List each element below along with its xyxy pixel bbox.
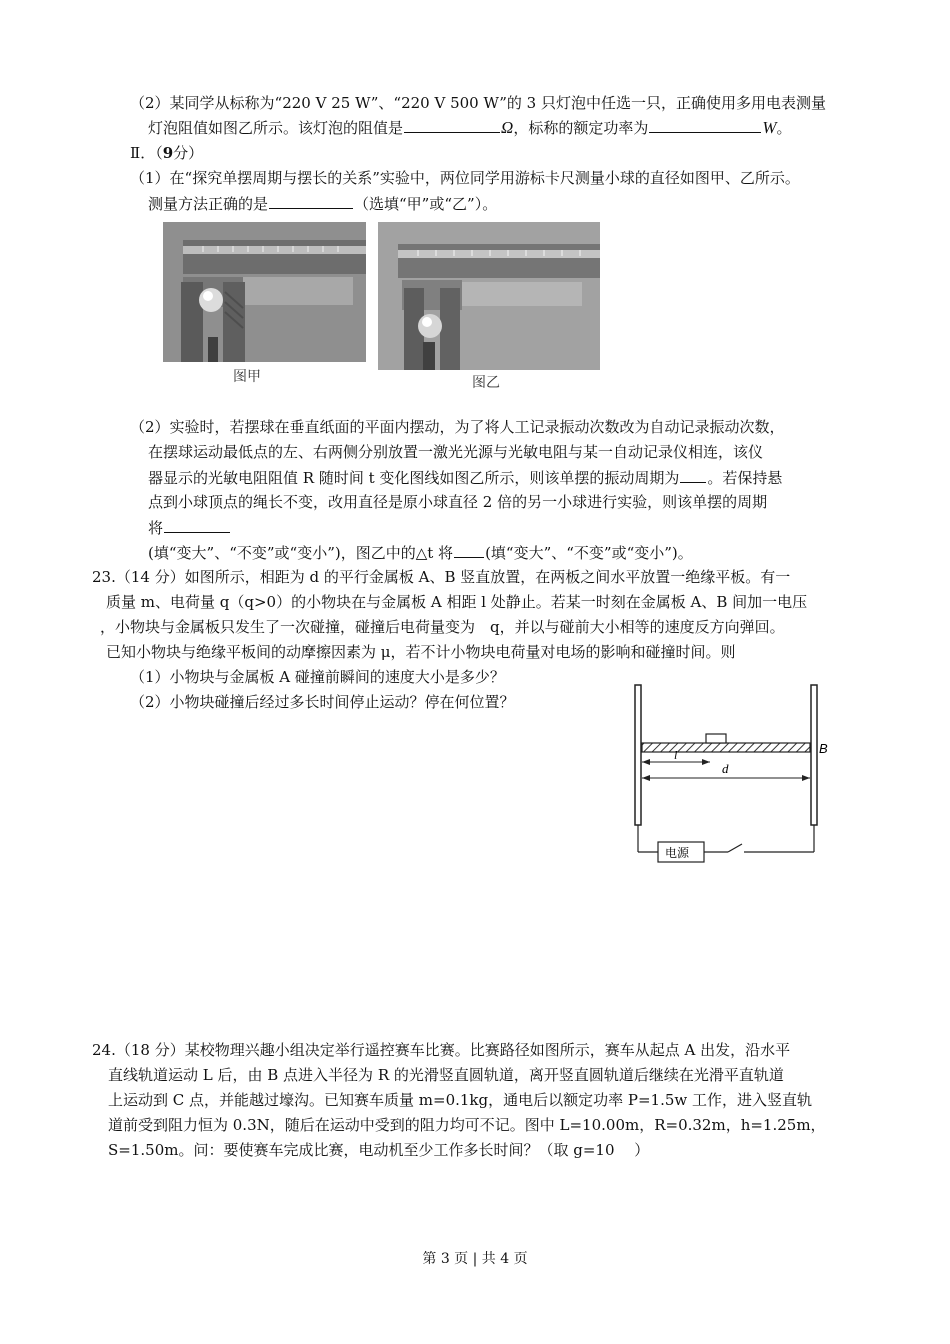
label-d: d (722, 761, 729, 776)
figure-yi-caption: 图乙 (472, 375, 500, 391)
q22-2-part2-line3 (148, 466, 782, 489)
watt-unit: W (762, 118, 777, 137)
small-block (706, 734, 726, 743)
q22-2-part1-line1: （1）在“探究单摆周期与摆长的关系”实验中，两位同学用游标卡尺测量小球的直径如图甲、乙所示。 (130, 169, 800, 187)
answer-blank-resistance[interactable] (404, 116, 500, 133)
answer-blank-power[interactable] (649, 116, 761, 133)
q24-line4: 道前受到阻力恒为 0.3N，随后在运动中受到的阻力均可不记。图中 L=10.00m，R=0.32m，h=1.25m， (108, 1116, 826, 1134)
q22-2-part2-line4: 点到小球顶点的绳长不变，改用直径是原小球直径 2 倍的另一小球进行实验，则该单摆的周期 (148, 493, 768, 511)
label-l: l (674, 748, 678, 762)
figure-jia-caption: 图甲 (233, 369, 261, 385)
q22-2-heading-num: Ⅱ．（ (130, 144, 163, 162)
ohm-unit: Ω (501, 118, 514, 137)
caliper-yi-drawing (378, 222, 600, 370)
q22-1-text-a: 灯泡阻值如图乙所示。该灯泡的阻值是 (148, 119, 404, 137)
q24-line1: 24.（18 分）某校物理兴趣小组决定举行遥控赛车比赛。比赛路径如图所示，赛车从起点 A 出发，沿水平 (92, 1041, 791, 1059)
q23-line3: ，小物块与金属板只发生了一次碰撞，碰撞后电荷量变为 q，并以与碰前大小相等的速度反方向弹回。 (100, 618, 785, 636)
metal-plate-b (811, 685, 817, 825)
q22-2-part2-text-d: (填“变大”、“不变”或“变小”)。 (485, 544, 693, 562)
page-footer: 第 3 页 | 共 4 页 (422, 1251, 528, 1267)
insulating-board (642, 743, 810, 752)
caliper-photo-jia (163, 222, 366, 362)
q22-2-part2-line5 (148, 516, 231, 539)
answer-blank-delta-t[interactable] (454, 541, 484, 558)
q22-2-heading (130, 142, 203, 164)
q24-line2: 直线轨道运动 L 后，由 B 点进入半径为 R 的光滑竖直圆轨道，离开竖直圆轨道后继续在光滑平直轨道 (108, 1066, 784, 1084)
q23-sub1: （1）小物块与金属板 A 碰撞前瞬间的速度大小是多少？ (130, 668, 505, 686)
q23-line2: 质量 m、电荷量 q（q>0）的小物块在与金属板 A 相距 l 处静止。若某一时刻在金属板 A、B 间加一电压 (106, 593, 808, 611)
q22-2-part2-text-jiang: 将 (148, 519, 164, 537)
q22-2-part2-line6 (148, 541, 693, 564)
q22-2-heading-score: 9 (162, 144, 174, 162)
label-b: B (819, 741, 828, 756)
q22-2-part2-text-b: 。若保持悬 (707, 469, 783, 487)
q22-2-part1-text-b: （选填“甲”或“乙”）。 (354, 195, 498, 213)
q22-1-part2-line1: （2）某同学从标称为“220 V 25 W”、“220 V 500 W”的 3 只灯泡中任选一只，正确使用多用电表测量 (130, 94, 826, 112)
q23-line1: 23.（14 分）如图所示，相距为 d 的平行金属板 A、B 竖直放置，在两板之间水平放置一绝缘平板。有一 (92, 568, 791, 586)
q22-2-part2-text-a: 器显示的光敏电阻阻值 R 随时间 t 变化图线如图乙所示，则该单摆的振动周期为 (148, 469, 680, 487)
caliper-jia-drawing (163, 222, 366, 362)
q22-2-part2-text-c: (填“变大”、“不变”或“变小”)，图乙中的△t 将 (148, 544, 454, 562)
q22-2-part2-line2: 在摆球运动最低点的左、右两侧分别放置一激光光源与光敏电阻与某一自动记录仪相连，该仪 (148, 443, 764, 461)
q24-line3: 上运动到 C 点，并能越过壕沟。已知赛车质量 m=0.1kg，通电后以额定功率 P=1.5w 工作，进入竖直轨 (108, 1091, 813, 1109)
caliper-photo-yi (378, 222, 600, 370)
switch (728, 844, 742, 852)
q24-line5: S=1.50m。问：要使赛车完成比赛，电动机至少工作多长时间？（取 g=10 ） (108, 1141, 650, 1159)
q22-2-part2-line1: （2）实验时，若摆球在垂直纸面的平面内摆动，为了将人工记录振动次数改为自动记录振动次数， (130, 418, 785, 436)
q22-1-text-end: 。 (776, 119, 792, 137)
q23-sub2: （2）小物块碰撞后经过多长时间停止运动？停在何位置？ (130, 693, 515, 711)
q23-line4: 已知小物块与绝缘平板间的动摩擦因素为 μ，若不计小物块电荷量对电场的影响和碰撞时间。则 (106, 643, 736, 661)
q22-2-part1-text-a: 测量方法正确的是 (148, 195, 269, 213)
power-source-label: 电源 (665, 846, 690, 860)
answer-blank-method[interactable] (269, 192, 353, 209)
q22-2-heading-end: 分） (173, 144, 204, 162)
answer-blank-period-change[interactable] (164, 516, 230, 533)
q22-1-text-b: ，标称的额定功率为 (513, 119, 649, 137)
metal-plate-a (635, 685, 641, 825)
parallel-plates-diagram (630, 680, 830, 865)
q22-2-part1-line2 (148, 192, 497, 215)
answer-blank-period[interactable] (680, 466, 706, 483)
q22-1-part2-line2 (148, 116, 792, 139)
